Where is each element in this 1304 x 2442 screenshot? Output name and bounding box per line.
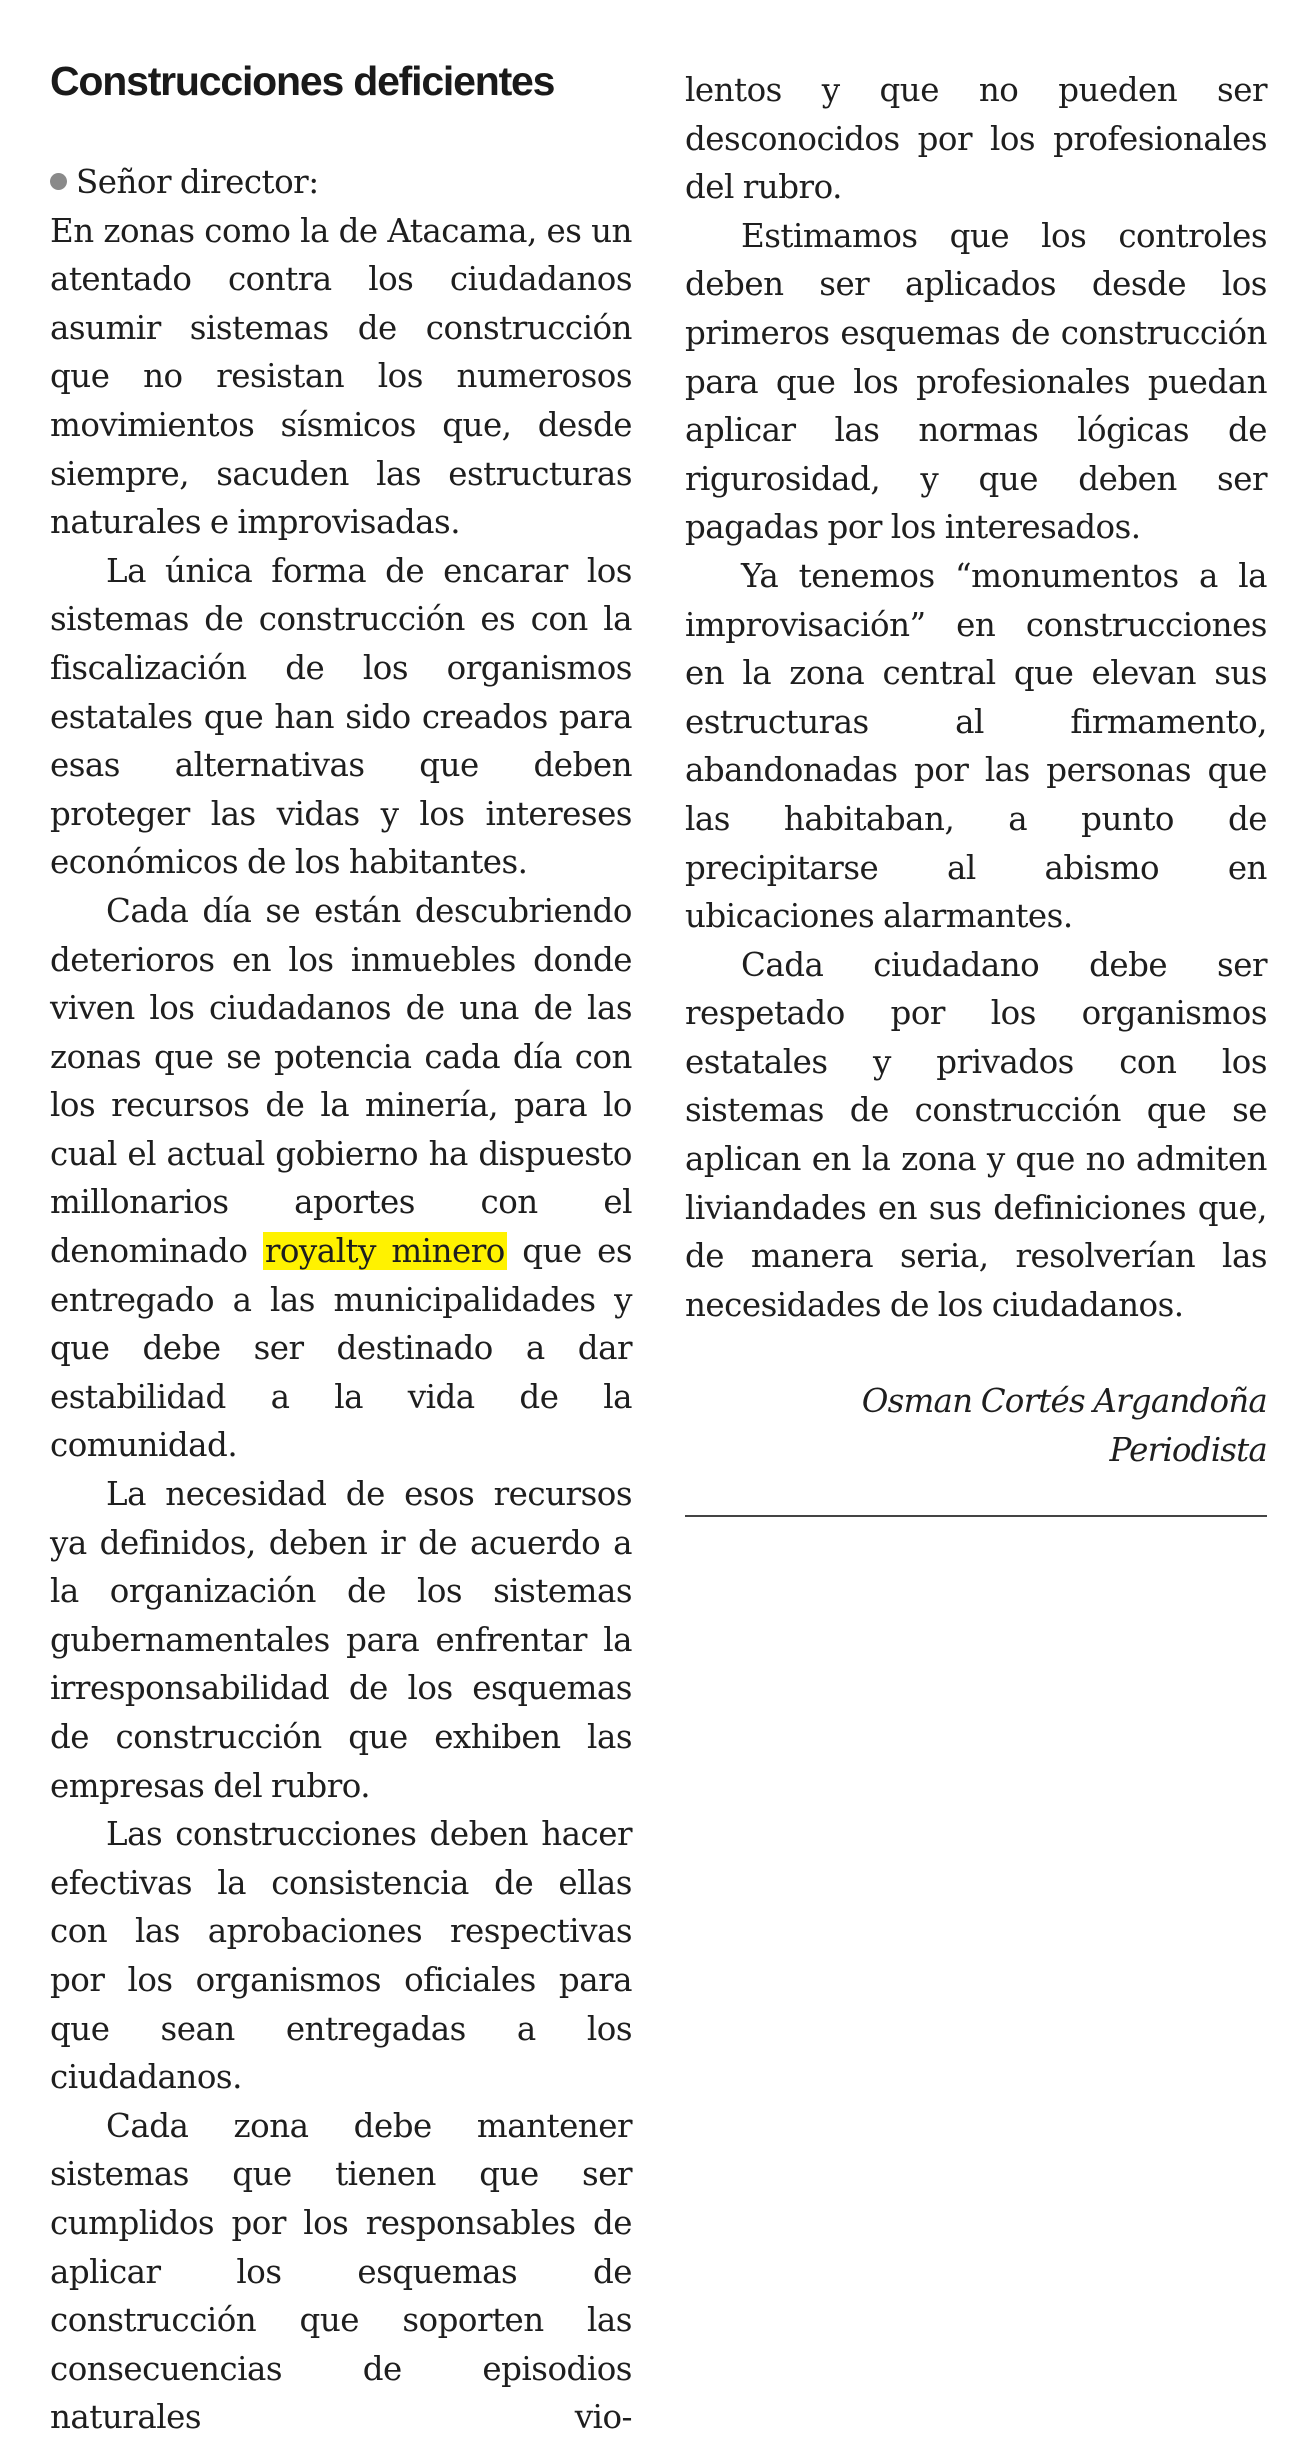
paragraph-4: La necesidad de esos recursos ya definidos, deben ir de acuerdo a la organización de los sistemas gubernamentales para enfrentar la irresponsabilidad de los esquemas de construcción que exhiben las empresas del rubro. — [50, 1475, 632, 1805]
paragraph-9: Cada ciudadano debe ser respetado por los organismos estatales y privados con los sistemas de construcción que se aplican en la zona y que no admiten liviandades en sus definiciones que, de manera seria, resolverían las necesidades de los ciudadanos. — [685, 945, 1267, 1324]
paragraph-lead: En zonas como la de Atacama, es un atentado contra los ciudadanos asumir sistemas de construcción que no resistan los numerosos movimientos sísmicos que, desde siempre, sacuden las estructuras naturales e improvisadas. — [50, 211, 632, 542]
paragraph-3 — [50, 887, 632, 1470]
paragraph-8: Ya tenemos “monumentos a la improvisación” en construcciones en la zona central que elevan sus estructuras al firmamento, abandonadas por las personas que las habitaban, a punto de precipitarse al abismo en ubicaciones alarmantes. — [685, 556, 1267, 936]
paragraph-2: La única forma de encarar los sistemas de construcción es con la fiscalización de los organismos estatales que han sido creados para esas alternativas que deben proteger las vidas y los intereses económicos de los habitantes. — [50, 551, 632, 882]
paragraph-7: Estimamos que los controles deben ser aplicados desde los primeros esquemas de construcción para que los profesionales puedan aplicar las normas lógicas de rigurosidad, y que deben ser pagadas por los interesados. — [685, 216, 1267, 547]
paragraph-3-text-start: Cada día se están descubriendo deterioros en los inmuebles donde viven los ciudadanos de una de las zonas que se potencia cada día con los recursos de la minería, para lo cual el actual gobierno ha dispuesto millonarios aportes con el denominado — [50, 891, 632, 1271]
right-column — [685, 66, 1267, 1475]
highlighted-phrase: royalty minero — [264, 1232, 505, 1271]
author-role: Periodista — [1109, 1431, 1267, 1470]
salutation — [50, 158, 632, 207]
headline: Construcciones deficientes — [50, 58, 555, 104]
paragraph-5: Las construcciones deben hacer efectivas la consistencia de ellas con las aprobaciones respectivas por los organismos oficiales para que sean entregadas a los ciudadanos. — [50, 1815, 632, 2097]
paragraph-6-continued: lentos y que no pueden ser desconocidos por los profesionales del rubro. — [685, 71, 1267, 207]
paragraph-6-start: Cada zona debe mantener sistemas que tienen que ser cumplidos por los responsables de aplicar los esquemas de construcción que soporten las consecuencias de episodios naturales vio- — [50, 2106, 632, 2437]
signature-block — [685, 1377, 1267, 1475]
paragraph-3-text-end: que es entregado a las municipalidades y que debe ser destinado a dar estabilidad a la vida de la comunidad. — [50, 1232, 632, 1465]
salutation-text: Señor director: — [76, 163, 319, 201]
left-column — [50, 158, 632, 2442]
author-name: Osman Cortés Argandoña — [861, 1382, 1267, 1421]
closing-rule — [685, 1515, 1267, 1517]
bullet-icon — [50, 173, 67, 190]
